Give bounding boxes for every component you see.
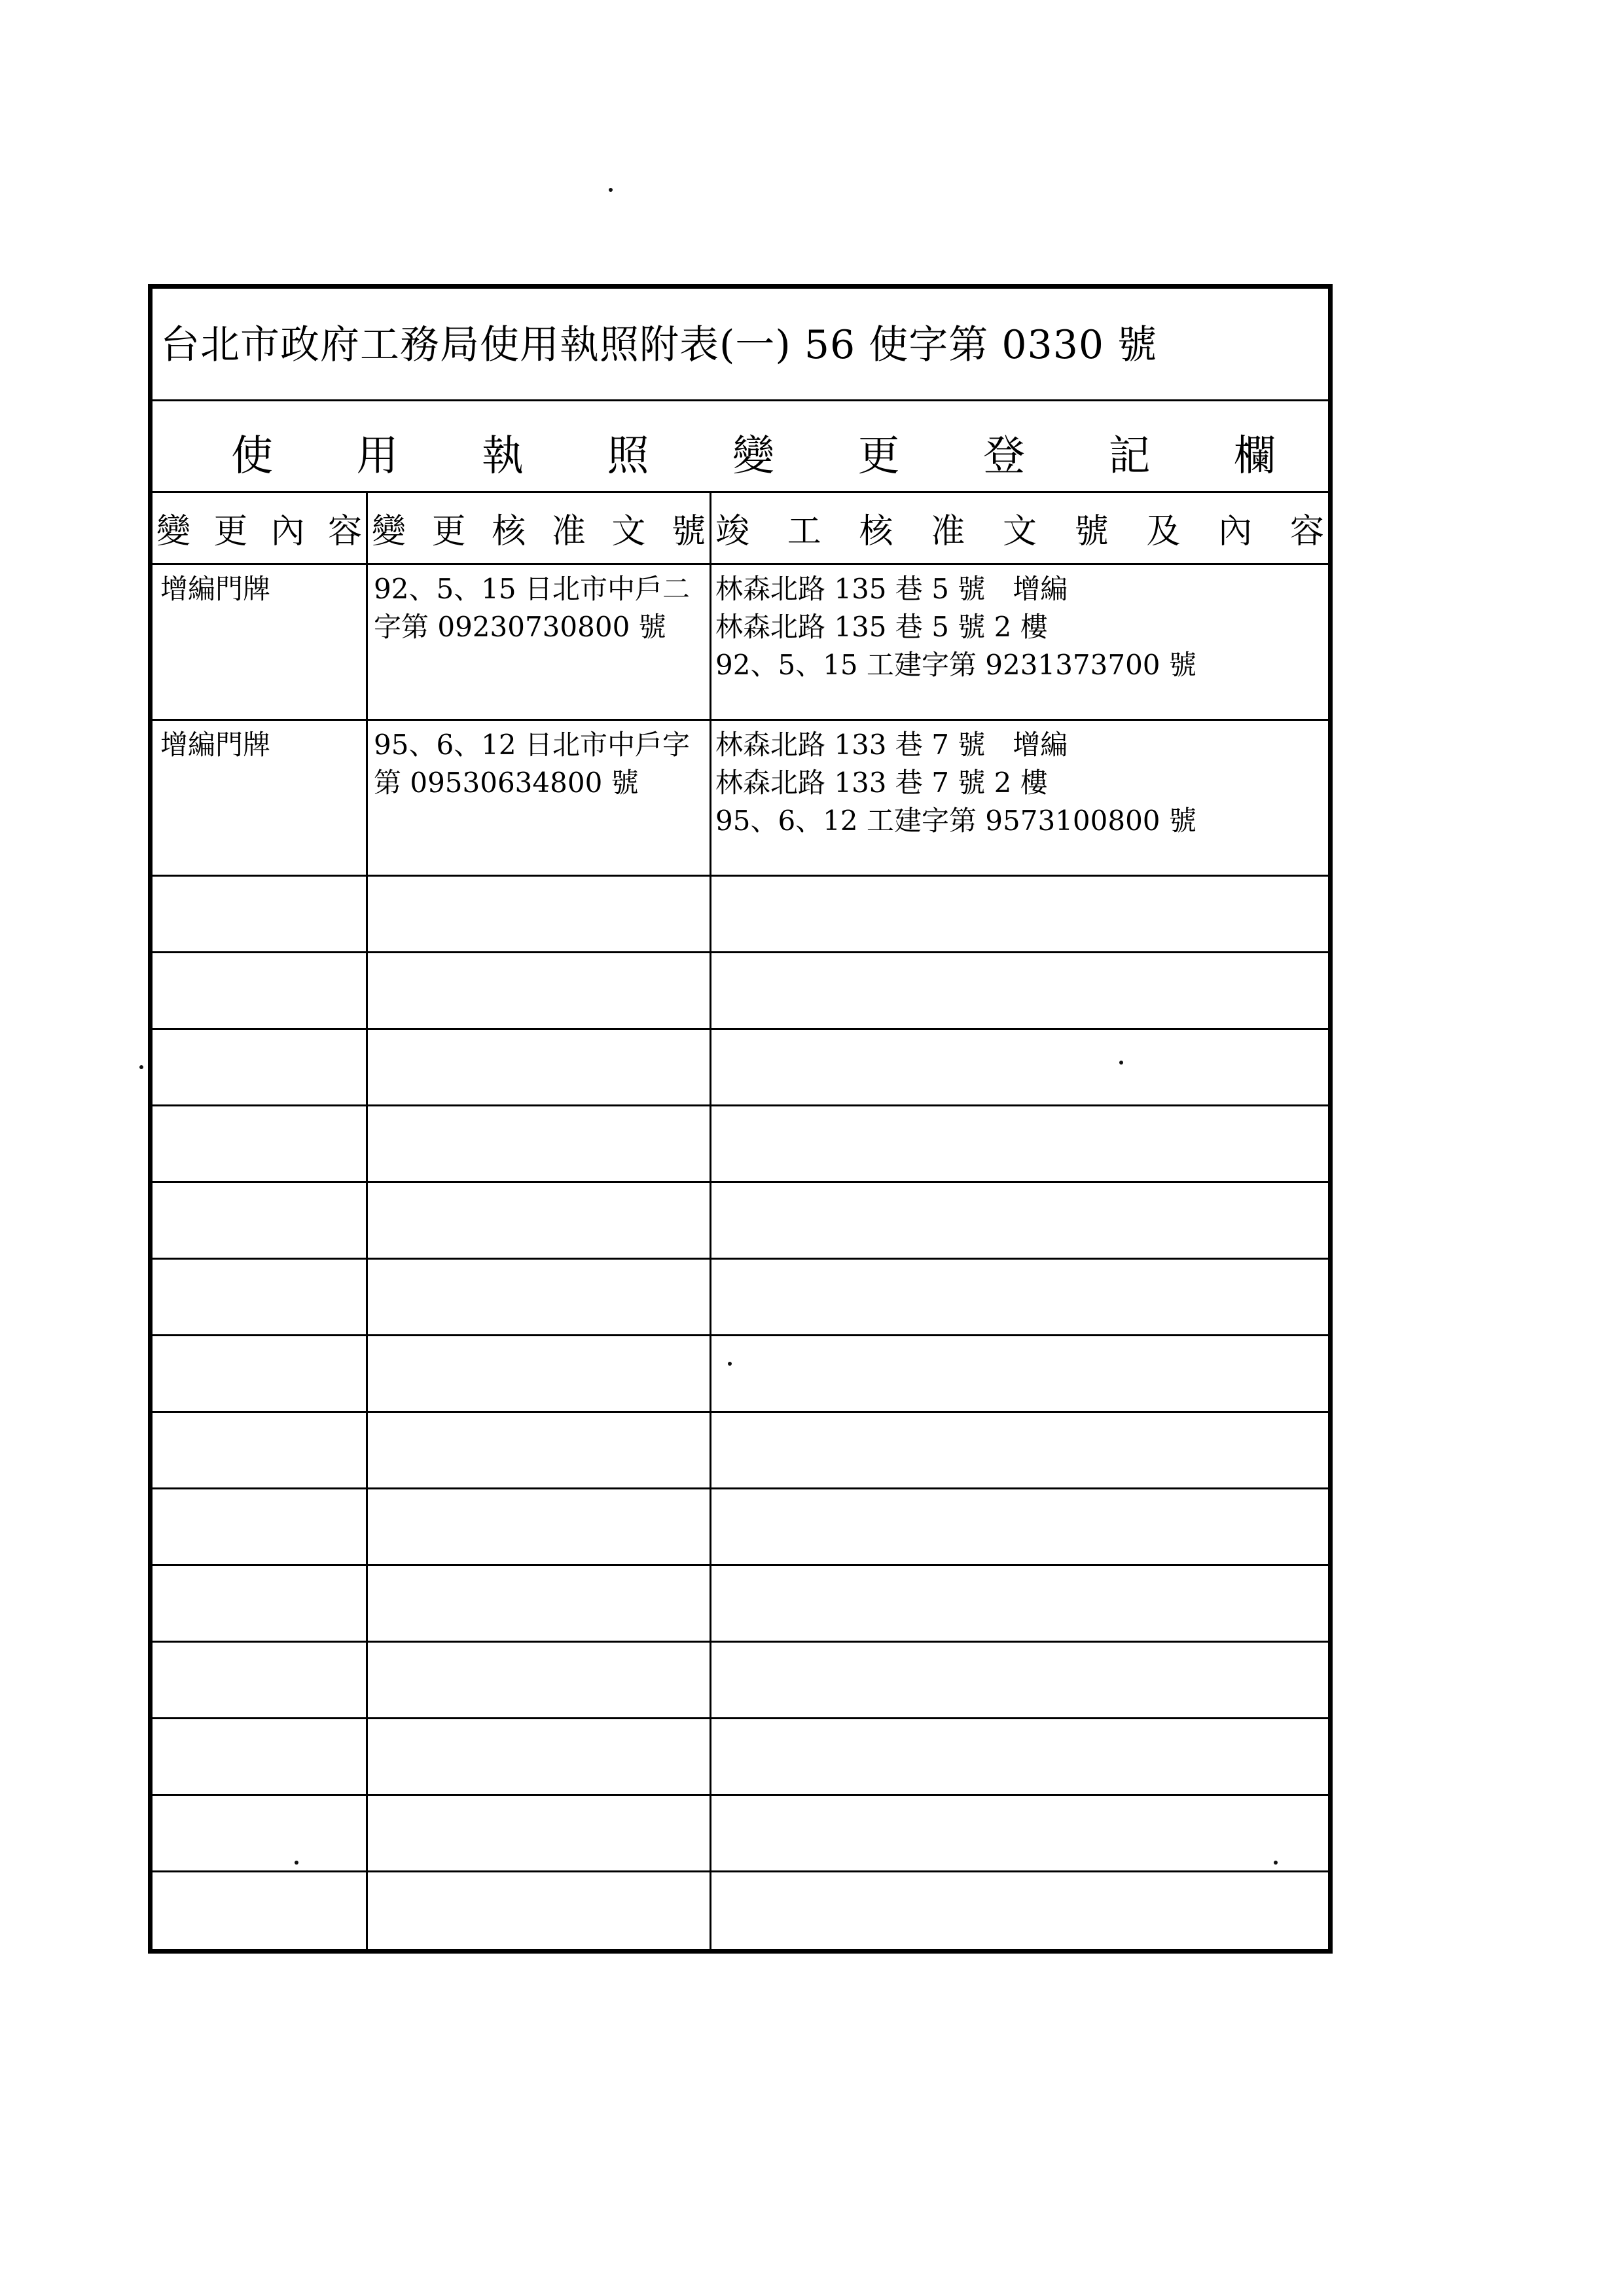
change-content: 增編門牌 (160, 573, 271, 605)
table-row (153, 1183, 1328, 1260)
column-header-char: 更 (213, 512, 248, 551)
column-header-char: 准 (551, 512, 586, 551)
approval-line: 第 09530634800 號 (374, 767, 639, 799)
section-heading (231, 422, 1276, 483)
completion-line: 92、5、15 工建字第 9231373700 號 (715, 649, 1196, 681)
scan-speck (728, 1362, 732, 1366)
approval-number (374, 570, 690, 646)
completion-line: 林森北路 133 巷 7 號 2 樓 (715, 767, 1048, 799)
completion-line: 林森北路 135 巷 5 號 增編 (715, 573, 1068, 605)
table-row (153, 1336, 1328, 1413)
column-header-char: 工 (787, 512, 821, 551)
scan-speck (1119, 1061, 1123, 1065)
column-header-row (153, 493, 1328, 565)
heading-char: 更 (857, 432, 900, 481)
change-content: 增編門牌 (160, 729, 271, 761)
table-row (153, 1413, 1328, 1489)
column-header-char: 准 (931, 512, 965, 551)
table-row (153, 953, 1328, 1030)
column-header-char: 容 (327, 512, 362, 551)
table-row (153, 1106, 1328, 1183)
table-row (153, 877, 1328, 953)
table-row (153, 1489, 1328, 1566)
heading-char: 登 (983, 432, 1025, 481)
column-header-approval (368, 493, 710, 563)
table-row (153, 721, 1328, 877)
heading-char: 用 (356, 432, 399, 481)
column-header-char: 核 (859, 512, 893, 551)
approval-line: 92、5、15 日北市中戶二 (374, 573, 690, 605)
column-header-char: 變 (156, 512, 191, 551)
table-row (153, 1872, 1328, 1949)
scan-speck (295, 1861, 298, 1865)
column-header-char: 文 (1002, 512, 1037, 551)
registration-form (148, 284, 1333, 1954)
table-row (153, 1260, 1328, 1336)
column-header-char: 文 (611, 512, 646, 551)
heading-char: 變 (732, 432, 774, 481)
completion-line: 95、6、12 工建字第 9573100800 號 (715, 805, 1196, 837)
completion-details (715, 726, 1196, 840)
heading-char: 照 (607, 432, 649, 481)
column-header-char: 內 (270, 512, 305, 551)
column-header-char: 內 (1218, 512, 1253, 551)
column-header-completion (711, 493, 1328, 563)
heading-char: 欄 (1234, 432, 1276, 481)
scan-speck (139, 1065, 143, 1069)
column-header-char: 竣 (715, 512, 750, 551)
approval-number (374, 726, 690, 802)
column-header-char: 容 (1289, 512, 1324, 551)
column-header-char: 更 (431, 512, 466, 551)
heading-char: 執 (482, 432, 524, 481)
table-row (153, 1719, 1328, 1796)
column-header-char: 號 (1074, 512, 1109, 551)
column-header-change (153, 493, 366, 563)
table-row (153, 1796, 1328, 1872)
column-header-char: 及 (1146, 512, 1181, 551)
table-row (153, 1643, 1328, 1719)
table-row (153, 565, 1328, 721)
heading-char: 記 (1108, 432, 1151, 481)
scan-speck (1274, 1861, 1278, 1865)
scan-speck (609, 188, 613, 192)
approval-line: 字第 09230730800 號 (374, 611, 666, 643)
completion-details (715, 570, 1196, 684)
table-row (153, 1566, 1328, 1643)
column-header-char: 核 (492, 512, 526, 551)
section-heading-row (153, 401, 1328, 493)
approval-line: 95、6、12 日北市中戶字 (374, 729, 690, 761)
form-title: 台北市政府工務局使用執照附表(一) 56 使字第 0330 號 (160, 322, 1158, 368)
table-row (153, 1030, 1328, 1106)
form-title-row (153, 289, 1328, 401)
column-header-char: 號 (671, 512, 706, 551)
heading-char: 使 (231, 432, 273, 481)
column-header-char: 變 (372, 512, 406, 551)
completion-line: 林森北路 133 巷 7 號 增編 (715, 729, 1068, 761)
completion-line: 林森北路 135 巷 5 號 2 樓 (715, 611, 1048, 643)
